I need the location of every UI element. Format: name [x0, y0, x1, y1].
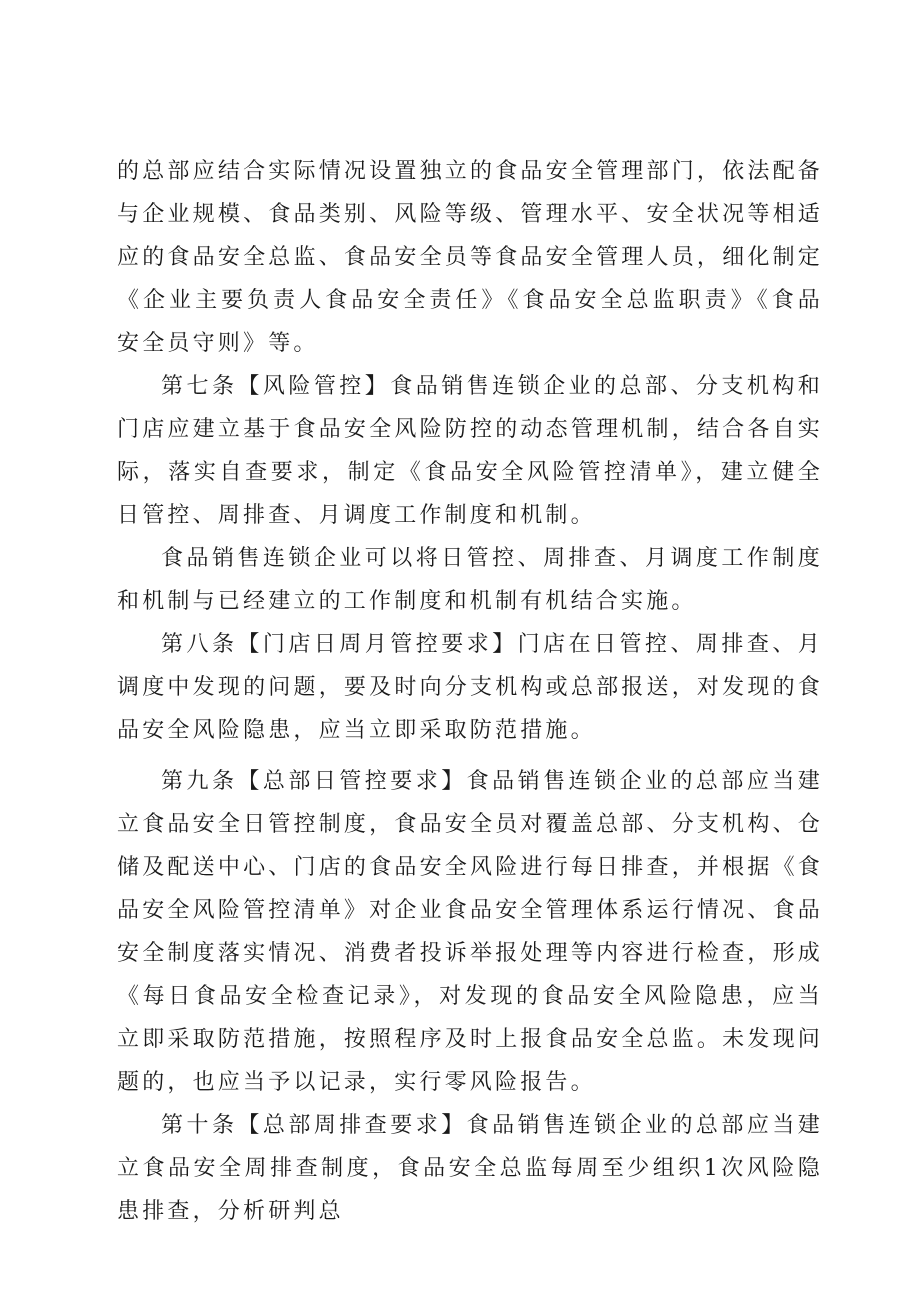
paragraph-article-7-note: 食品销售连锁企业可以将日管控、周排查、月调度工作制度和机制与已经建立的工作制度和机制有机结合实施。 [117, 546, 823, 614]
document-body [117, 150, 823, 1233]
paragraph-article-9: 第九条【总部日管控要求】食品销售连锁企业的总部应当建立食品安全日管控制度，食品安全员对覆盖总部、分支机构、仓储及配送中心、门店的食品安全风险进行每日排查，并根据《食品安全风险管控清单》对企业食品安全管理体系运行情况、食品安全制度落实情况、消费者投诉举报处理等内容进行检查，形成《每日食品安全检查记录》，对发现的食品安全风险隐患，应当立即采取防范措施，按照程序及时上报食品安全总监。未发现问题的，也应当予以记录，实行零风险报告。 [117, 769, 823, 1095]
paragraph-article-10: 第十条【总部周排查要求】食品销售连锁企业的总部应当建立食品安全周排查制度，食品安全总监每周至少组织1次风险隐患排查，分析研判总 [117, 1113, 823, 1224]
paragraph-continuation: 的总部应结合实际情况设置独立的食品安全管理部门，依法配备与企业规模、食品类别、风险等级、管理水平、安全状况等相适应的食品安全总监、食品安全员等食品安全管理人员，细化制定《企业主要负责人食品安全责任》《食品安全总监职责》《食品安全员守则》等。 [117, 159, 823, 356]
paragraph-article-7: 第七条【风险管控】食品销售连锁企业的总部、分支机构和门店应建立基于食品安全风险防控的动态管理机制，结合各自实际，落实自查要求，制定《食品安全风险管控清单》，建立健全日管控、周排查、月调度工作制度和机制。 [117, 374, 823, 528]
paragraph-article-8: 第八条【门店日周月管控要求】门店在日管控、周排查、月调度中发现的问题，要及时向分支机构或总部报送，对发现的食品安全风险隐患，应当立即采取防范措施。 [117, 632, 823, 743]
